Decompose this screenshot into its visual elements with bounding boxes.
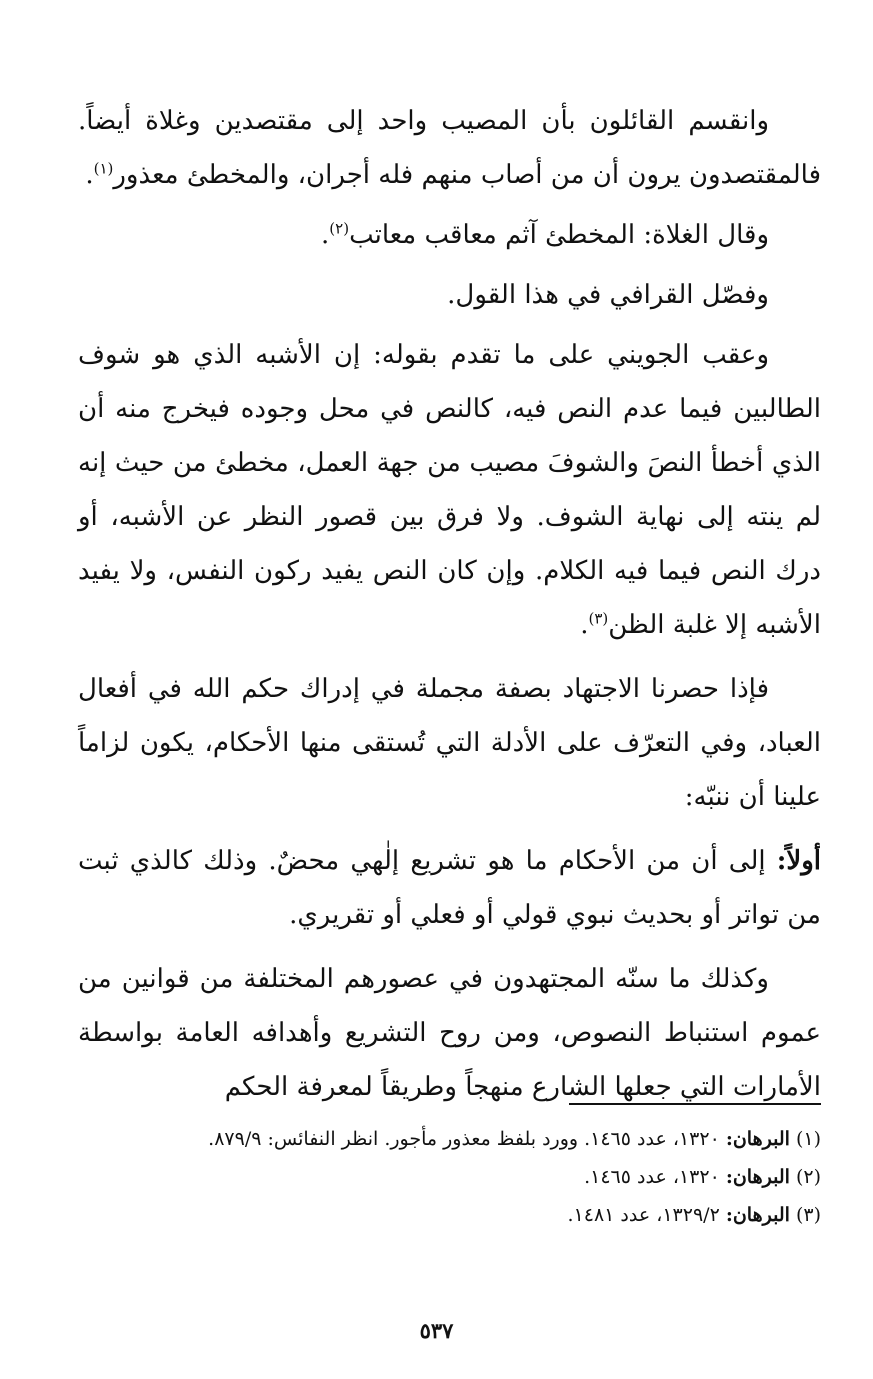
footnote-text: ١٣٢٩/٢، عدد ١٤٨١. [567,1204,726,1226]
paragraph-text: وعقب الجويني على ما تقدم بقوله: إن الأشبه الذي هو شوف الطالبين فيما عدم النص فيه، كالنص في محل وجوده فيخرج منه أن الذي أخطأ النصَ والشوفَ مصيب من جهة العمل، مخطئ من حيث إنه لم ينته إلى نهاية الشوف. ولا فرق بين قصور النظر عن الأشبه، أو درك النص فيما فيه الكلام. وإن كان النص يفيد ركون النفس، ولا يفيد الأشبه إلا غلبة الظن [78,340,821,640]
footnote-ref-3[interactable]: (٣) [588,609,609,628]
paragraph-2 [78,208,821,262]
paragraph-last [78,952,821,1114]
first-point-text: إلى أن من الأحكام ما هو تشريع إلٰهي محضٌ. وذلك كالذي ثبت من تواتر أو بحديث نبوي قولي أو فعلي أو تقريري. [78,846,821,930]
paragraph-1 [78,94,821,202]
paragraph-text: فإذا حصرنا الاجتهاد بصفة مجملة في إدراك حكم الله في أفعال العباد، وفي التعرّف على الأدلة التي تُستقى منها الأحكام، يكون لزاماً علينا أن ننبّه: [78,674,821,812]
footnote-text: ١٣٢٠، عدد ١٤٦٥. [584,1166,726,1188]
paragraph-end: . [85,160,94,190]
paragraph-text: وكذلك ما سنّه المجتهدون في عصورهم المختلفة من قوانين من عموم استنباط النصوص، ومن روح التشريع وأهدافه العامة بواسطة الأمارات التي جعلها الشارع منهجاً وطريقاً لمعرفة الحكم [78,964,821,1102]
footnote-2 [78,1158,821,1196]
footnote-number: (٢) [795,1166,821,1188]
footnote-source: البرهان: [725,1128,790,1150]
footnote-ref-2[interactable]: (٢) [329,219,350,238]
paragraph-3 [78,268,821,322]
footnote-number: (١) [795,1128,821,1150]
footnote-source: البرهان: [725,1204,790,1226]
page-body [78,94,821,1120]
first-point [78,834,821,942]
page-number: ٥٣٧ [419,1318,454,1343]
paragraph-text: وفصّل القرافي في هذا القول. [447,280,769,310]
first-point-label: أولاً: [776,846,821,876]
paragraph-end: . [580,610,589,640]
paragraph-end: . [321,220,330,250]
footnote-ref-1[interactable]: (١) [93,159,114,178]
footnote-1 [78,1120,821,1158]
paragraph-text: وانقسم القائلون بأن المصيب واحد إلى مقتصدين وغلاة أيضاً. فالمقتصدون يرون أن من أصاب منهم فله أجران، والمخطئ معذور [78,106,821,190]
footnote-3 [78,1196,821,1234]
footnote-source: البرهان: [725,1166,790,1188]
footnote-text: ١٣٢٠، عدد ١٤٦٥. وورد بلفظ معذور مأجور. انظر النفائس: ٨٧٩/٩. [208,1128,726,1150]
paragraph-4 [78,328,821,652]
footnote-separator [569,1103,821,1105]
paragraph-text: وقال الغلاة: المخطئ آثم معاقب معاتب [349,220,769,250]
footnote-number: (٣) [795,1204,821,1226]
paragraph-5 [78,662,821,824]
footnotes [78,1120,821,1234]
